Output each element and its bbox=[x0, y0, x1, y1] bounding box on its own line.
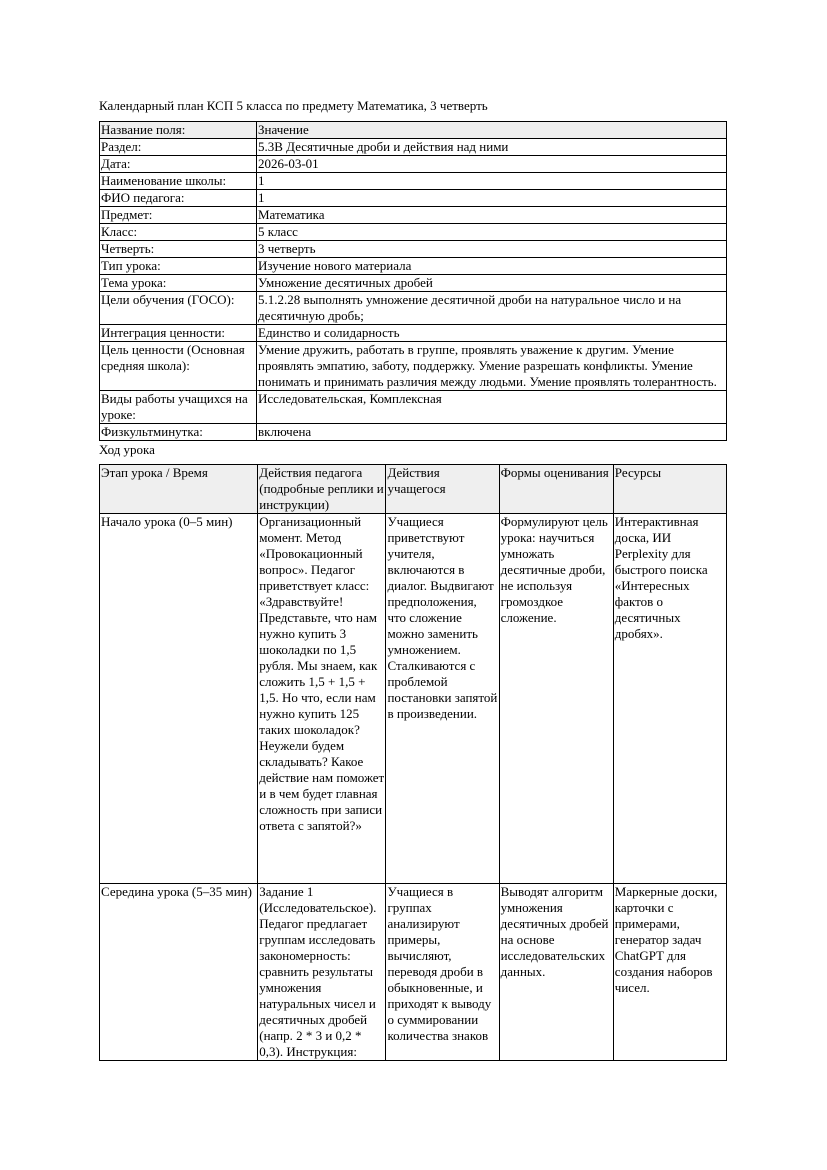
column-header: Действия педагога (подробные реплики и инструкции) bbox=[258, 465, 386, 514]
field-value: 5.1.2.28 выполнять умножение десятичной дроби на натуральное число и на десятичную дробь; bbox=[257, 292, 727, 325]
header-value-cell: Значение bbox=[257, 122, 727, 139]
field-label: Интеграция ценности: bbox=[100, 325, 257, 342]
table-row bbox=[100, 207, 727, 224]
table-row bbox=[100, 275, 727, 292]
document-title: Календарный план КСП 5 класса по предмету Математика, 3 четверть bbox=[99, 98, 488, 113]
column-header: Действия учащегося bbox=[386, 465, 499, 514]
field-value: 1 bbox=[257, 190, 727, 207]
table-row bbox=[100, 292, 727, 325]
table-row bbox=[100, 241, 727, 258]
field-value: 2026-03-01 bbox=[257, 156, 727, 173]
teacher-actions-cell: Организационный момент. Метод «Провокационный вопрос». Педагог приветствует класс: «Здравствуйте! Представьте, что нам нужно купить 3 шоколадки по 1,5 рубля. Мы знаем, как сложить 1,5 + 1,5 + 1,5. Но что, если нам нужно купить 125 таких шоколадок? Неужели будем складывать? Какое действие нам поможет и в чем будет главная сложность при записи ответа с запятой?» bbox=[258, 514, 386, 884]
field-value: Единство и солидарность bbox=[257, 325, 727, 342]
table-row bbox=[100, 884, 727, 1061]
field-label: Предмет: bbox=[100, 207, 257, 224]
field-label: Дата: bbox=[100, 156, 257, 173]
field-value: включена bbox=[257, 424, 727, 441]
section-title: Ход урока bbox=[99, 442, 155, 457]
field-value: Математика bbox=[257, 207, 727, 224]
table-row bbox=[100, 325, 727, 342]
field-value: 5.3В Десятичные дроби и действия над ними bbox=[257, 139, 727, 156]
lesson-flow-table bbox=[99, 464, 727, 1061]
assessment-cell: Формулируют цель урока: научиться умножать десятичные дроби, не используя громоздкое сложение. bbox=[499, 514, 613, 884]
table-row bbox=[100, 190, 727, 207]
stage-cell: Середина урока (5–35 мин) bbox=[100, 884, 258, 1061]
field-value: Умение дружить, работать в группе, проявлять уважение к другим. Умение проявлять эмпатию, заботу, поддержку. Умение разрешать конфликты. Умение понимать и принимать различия между людьми. Умение проявлять толерантность. bbox=[257, 342, 727, 391]
stage-cell: Начало урока (0–5 мин) bbox=[100, 514, 258, 884]
table-header-row bbox=[100, 122, 727, 139]
table-row bbox=[100, 224, 727, 241]
column-header: Ресурсы bbox=[613, 465, 726, 514]
column-header: Этап урока / Время bbox=[100, 465, 258, 514]
field-label: Тип урока: bbox=[100, 258, 257, 275]
field-value: 5 класс bbox=[257, 224, 727, 241]
field-value: 1 bbox=[257, 173, 727, 190]
table-row bbox=[100, 514, 727, 884]
table-row bbox=[100, 156, 727, 173]
table-row bbox=[100, 391, 727, 424]
table-row bbox=[100, 258, 727, 275]
table-row bbox=[100, 424, 727, 441]
field-value: Исследовательская, Комплексная bbox=[257, 391, 727, 424]
resources-cell: Интерактивная доска, ИИ Perplexity для быстрого поиска «Интересных фактов о десятичных дробях». bbox=[613, 514, 726, 884]
field-label: Виды работы учащихся на уроке: bbox=[100, 391, 257, 424]
student-actions-cell: Учащиеся в группах анализируют примеры, вычисляют, переводя дроби в обыкновенные, и приходят к выводу о суммировании количества знаков bbox=[386, 884, 499, 1061]
field-label: Четверть: bbox=[100, 241, 257, 258]
field-label: Цель ценности (Основная средняя школа): bbox=[100, 342, 257, 391]
document-page bbox=[99, 98, 727, 1061]
field-label: Тема урока: bbox=[100, 275, 257, 292]
table-header-row bbox=[100, 465, 727, 514]
teacher-actions-cell: Задание 1 (Исследовательское). Педагог предлагает группам исследовать закономерность: сравнить результаты умножения натуральных чисел и десятичных дробей (напр. 2 * 3 и 0,2 * 0,3). Инструкция: bbox=[258, 884, 386, 1061]
field-label: Класс: bbox=[100, 224, 257, 241]
column-header: Формы оценивания bbox=[499, 465, 613, 514]
field-label: ФИО педагога: bbox=[100, 190, 257, 207]
field-value: Изучение нового материала bbox=[257, 258, 727, 275]
lesson-info-table bbox=[99, 121, 727, 441]
field-value: Умножение десятичных дробей bbox=[257, 275, 727, 292]
field-label: Цели обучения (ГОСО): bbox=[100, 292, 257, 325]
table-row bbox=[100, 173, 727, 190]
resources-cell: Маркерные доски, карточки с примерами, генератор задач ChatGPT для создания наборов чисел. bbox=[613, 884, 726, 1061]
field-label: Физкультминутка: bbox=[100, 424, 257, 441]
table-row bbox=[100, 139, 727, 156]
table-row bbox=[100, 342, 727, 391]
assessment-cell: Выводят алгоритм умножения десятичных дробей на основе исследовательских данных. bbox=[499, 884, 613, 1061]
field-label: Наименование школы: bbox=[100, 173, 257, 190]
header-field-cell: Название поля: bbox=[100, 122, 257, 139]
student-actions-cell: Учащиеся приветствуют учителя, включаются в диалог. Выдвигают предположения, что сложение можно заменить умножением. Сталкиваются с проблемой постановки запятой в произведении. bbox=[386, 514, 499, 884]
field-label: Раздел: bbox=[100, 139, 257, 156]
field-value: 3 четверть bbox=[257, 241, 727, 258]
